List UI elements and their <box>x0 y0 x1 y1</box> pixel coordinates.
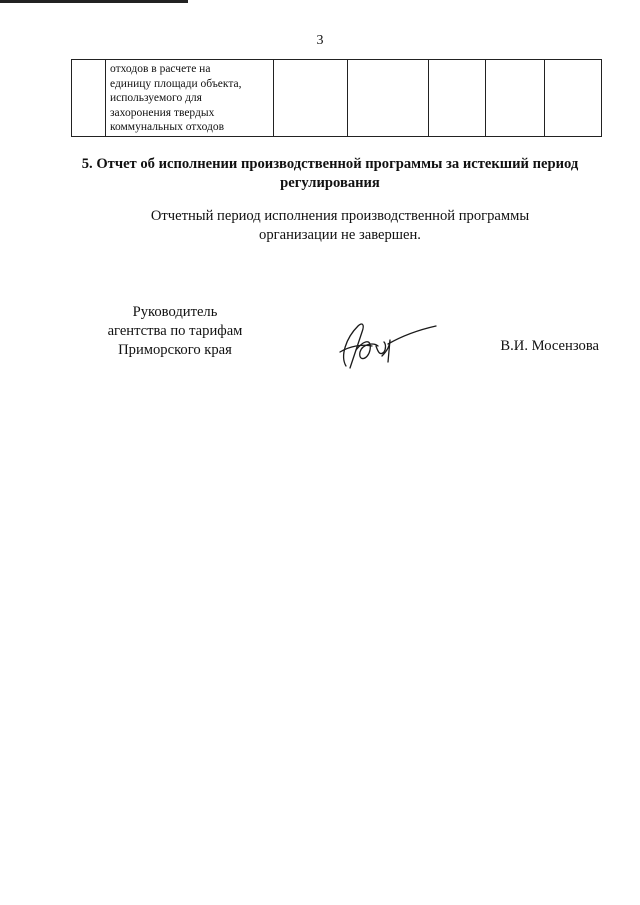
table-cell-value <box>348 60 429 137</box>
handwritten-signature <box>332 316 438 374</box>
table-row <box>72 60 602 137</box>
continuation-table <box>71 59 602 137</box>
table-cell-value <box>429 60 486 137</box>
table-cell-value <box>274 60 348 137</box>
section-heading: 5. Отчет об исполнении производственной программы за истекший период регулирования <box>81 156 579 191</box>
signer-name: В.И. Мосензова <box>500 338 599 354</box>
signer-position-title: Руководитель агентства по тарифам Приморского края <box>107 304 243 358</box>
top-edge-rule <box>0 0 188 3</box>
reporting-status-text: Отчетный период исполнения производственной программы организации не завершен. <box>150 208 530 243</box>
page-number: 3 <box>316 33 324 48</box>
table-cell-value <box>545 60 602 137</box>
table-cell-value <box>486 60 545 137</box>
table-cell-number <box>72 60 106 137</box>
table-cell-description: отходов в расчете на единицу площади объекта, используемого для захоронения твердых коммунальных отходов <box>106 60 274 137</box>
